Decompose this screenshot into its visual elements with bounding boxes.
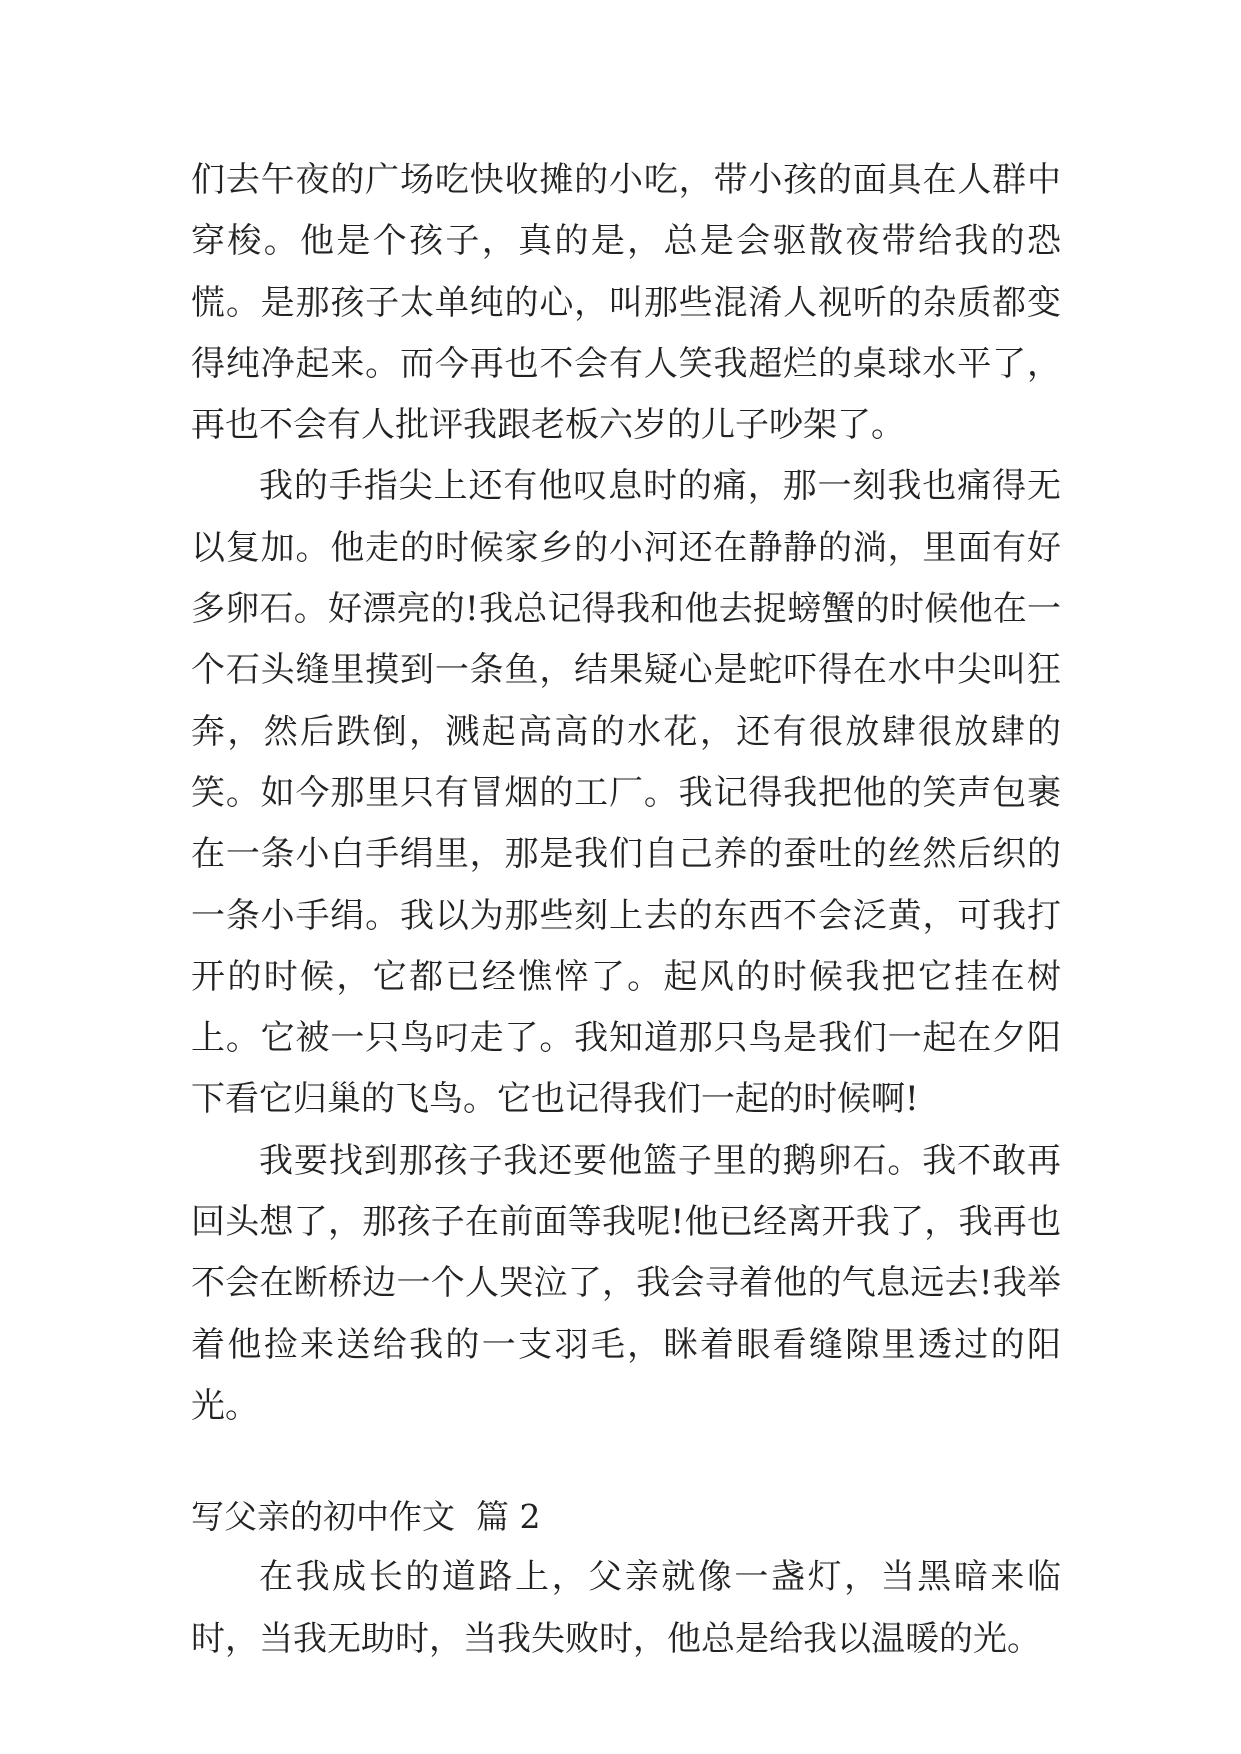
- paragraph-father-lamp: 在我成长的道路上，父亲就像一盏灯，当黑暗来临时，当我无助时，当我失败时，他总是给我以温暖的光。: [191, 1557, 1061, 1659]
- document-body: [191, 150, 1061, 1670]
- paragraph-pebbles: 我要找到那孩子我还要他篮子里的鹅卵石。我不敢再回头想了，那孩子在前面等我呢!他已经离开我了，我再也不会在断桥边一个人哭泣了，我会寻着他的气息远去!我举着他捡来送给我的一支羽毛，眯着眼看缝隙里透过的阳光。: [191, 1140, 1061, 1426]
- paragraph-fingertip: 我的手指尖上还有他叹息时的痛，那一刻我也痛得无以复加。他走的时候家乡的小河还在静静的淌，里面有好多卵石。好漂亮的!我总记得我和他去捉螃蟹的时候他在一个石头缝里摸到一条鱼，结果疑心是蛇吓得在水中尖叫狂奔，然后跌倒，溅起高高的水花，还有很放肆很放肆的笑。如今那里只有冒烟的工厂。我记得我把他的笑声包裹在一条小白手绢里，那是我们自己养的蚕吐的丝然后织的一条小手绢。我以为那些刻上去的东西不会泛黄，可我打开的时候，它都已经憔悴了。起风的时候我把它挂在树上。它被一只鸟叼走了。我知道那只鸟是我们一起在夕阳下看它归巢的飞鸟。它也记得我们一起的时候啊!: [191, 466, 1061, 1120]
- paragraph-continued: 们去午夜的广场吃快收摊的小吃，带小孩的面具在人群中穿梭。他是个孩子，真的是，总是会驱散夜带给我的恐慌。是那孩子太单纯的心，叫那些混淆人视听的杂质都变得纯净起来。而今再也不会有人笑我超烂的桌球水平了，再也不会有人批评我跟老板六岁的儿子吵架了。: [191, 160, 1061, 446]
- section-title: 写父亲的初中作文 篇 2: [191, 1497, 541, 1537]
